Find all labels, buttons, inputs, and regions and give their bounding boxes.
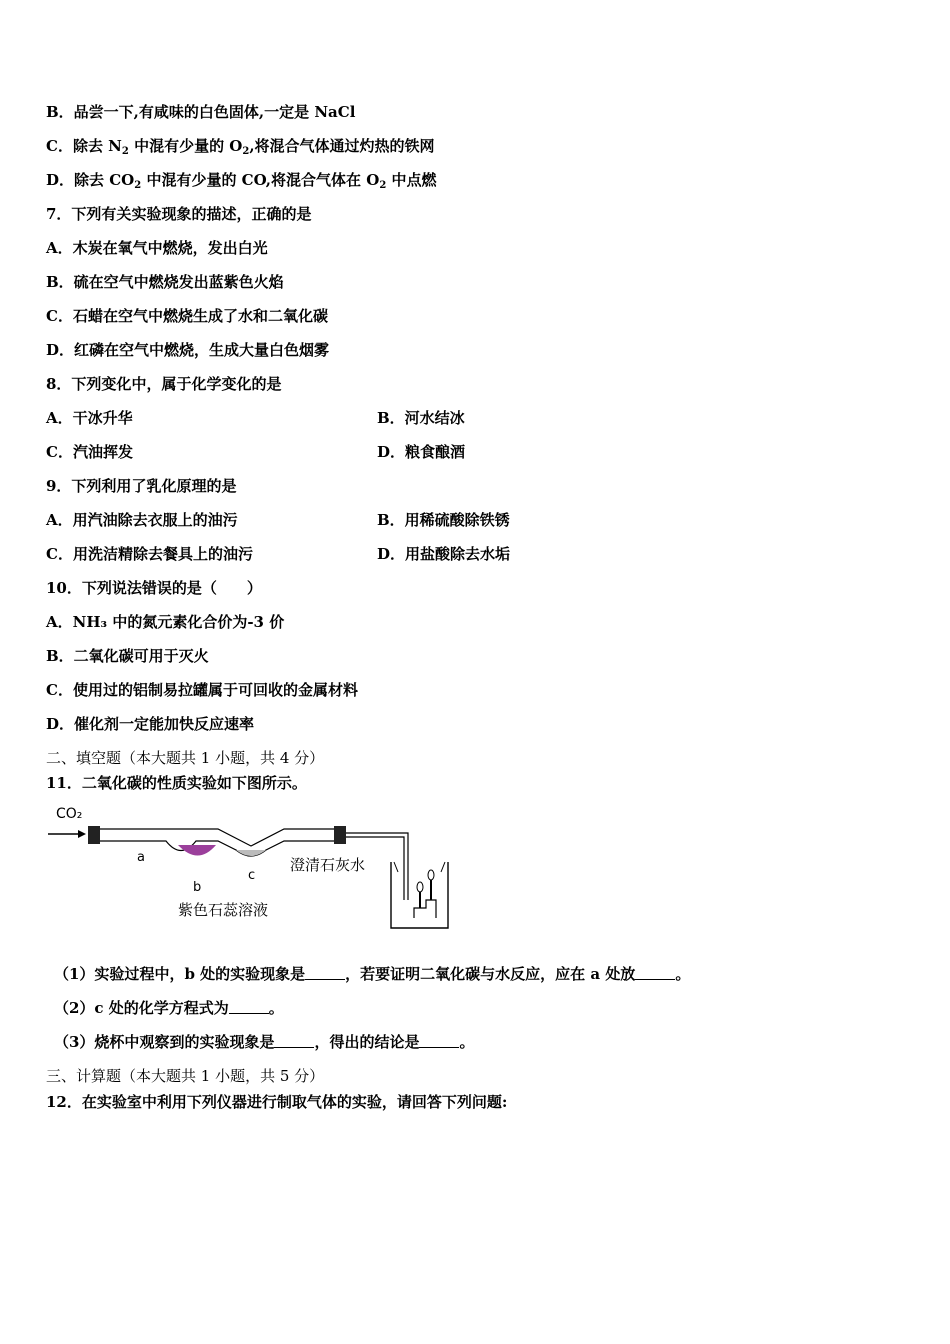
question-10-option-b: B．二氧化碳可用于灭火 bbox=[46, 647, 209, 665]
question-9-option-d: D．用盐酸除去水垢 bbox=[377, 545, 511, 563]
beaker-rim bbox=[394, 862, 445, 872]
right-stopper bbox=[334, 826, 346, 844]
question-7-stem: 7．下列有关实验现象的描述，正确的是 bbox=[46, 205, 312, 223]
question-8-option-b: B．河水结冰 bbox=[377, 409, 465, 427]
question-10-option-d: D．催化剂一定能加快反应速率 bbox=[46, 715, 255, 733]
limewater-bulb bbox=[236, 850, 266, 856]
question-8-option-c: C．汽油挥发 bbox=[46, 443, 133, 461]
q11-2-b: 。 bbox=[268, 999, 284, 1017]
question-9-option-b: B．用稀硫酸除铁锈 bbox=[377, 511, 510, 529]
q11-2-a: （2）c 处的化学方程式为 bbox=[54, 999, 229, 1017]
q6b-text: B．品尝一下,有咸味的白色固体,一定是 NaCl bbox=[46, 103, 356, 121]
section-2-heading: 二、填空题（本大题共 1 小题，共 4 分） bbox=[46, 749, 325, 767]
answer-blank[interactable] bbox=[419, 1033, 459, 1048]
question-8-stem: 8．下列变化中，属于化学变化的是 bbox=[46, 375, 282, 393]
answer-blank[interactable] bbox=[305, 965, 345, 980]
question-7-option-d: D．红磷在空气中燃烧，生成大量白色烟雾 bbox=[46, 341, 330, 359]
answer-blank[interactable] bbox=[274, 1033, 314, 1048]
question-12-stem: 12．在实验室中利用下列仪器进行制取气体的实验，请回答下列问题: bbox=[46, 1093, 508, 1111]
glass-tube bbox=[100, 829, 334, 856]
question-6-option-c bbox=[46, 136, 435, 156]
q6d-post: 中点燃 bbox=[386, 171, 437, 189]
section-3-heading: 三、计算题（本大题共 1 小题，共 5 分） bbox=[46, 1067, 325, 1085]
question-11-part-3 bbox=[54, 1032, 474, 1052]
q6c-sub2: 2 bbox=[242, 146, 250, 157]
question-9-stem: 9．下列利用了乳化原理的是 bbox=[46, 477, 237, 495]
upper-flame-icon bbox=[428, 870, 434, 880]
question-6-option-b bbox=[46, 102, 355, 122]
question-8-option-d: D．粮食酿酒 bbox=[377, 443, 466, 461]
label-c: c bbox=[248, 868, 256, 883]
answer-blank[interactable] bbox=[229, 999, 269, 1014]
q11-1-c: 。 bbox=[675, 965, 691, 983]
q6c-mid: 中混有少量的 O bbox=[128, 137, 243, 155]
question-7-option-c: C．石蜡在空气中燃烧生成了水和二氧化碳 bbox=[46, 307, 328, 325]
label-a: a bbox=[137, 850, 145, 865]
question-7-option-b: B．硫在空气中燃烧发出蓝紫色火焰 bbox=[46, 273, 284, 291]
question-10-option-c: C．使用过的铝制易拉罐属于可回收的金属材料 bbox=[46, 681, 358, 699]
q11-3-a: （3）烧杯中观察到的实验现象是 bbox=[54, 1033, 275, 1051]
co2-apparatus-figure bbox=[46, 800, 486, 935]
q11-1-a: （1）实验过程中，b 处的实验现象是 bbox=[54, 965, 306, 983]
q6c-pre: C．除去 N bbox=[46, 137, 122, 155]
question-8-option-a: A．干冰升华 bbox=[46, 409, 133, 427]
q11-3-c: 。 bbox=[459, 1033, 475, 1051]
question-7-option-a: A．木炭在氧气中燃烧，发出白光 bbox=[46, 239, 268, 257]
limewater-label: 澄清石灰水 bbox=[290, 856, 366, 874]
answer-blank[interactable] bbox=[635, 965, 675, 980]
q11-1-b: ，若要证明二氧化碳与水反应，应在 a 处放 bbox=[345, 965, 636, 983]
question-11-stem: 11．二氧化碳的性质实验如下图所示。 bbox=[46, 774, 307, 792]
q6c-post: ,将混合气体通过灼热的铁网 bbox=[249, 137, 435, 155]
litmus-label: 紫色石蕊溶液 bbox=[178, 901, 269, 919]
step-stand bbox=[414, 900, 436, 918]
lower-flame-icon bbox=[417, 882, 423, 892]
label-b: b bbox=[193, 880, 202, 895]
q6d-mid: 中混有少量的 CO,将混合气体在 O bbox=[141, 171, 380, 189]
question-6-option-d bbox=[46, 170, 437, 190]
question-9-option-a: A．用汽油除去衣服上的油污 bbox=[46, 511, 238, 529]
q6c-sub1: 2 bbox=[121, 146, 129, 157]
q6d-pre: D．除去 CO bbox=[46, 171, 135, 189]
left-stopper bbox=[88, 826, 100, 844]
question-10-stem: 10．下列说法错误的是（ ） bbox=[46, 579, 262, 597]
q6d-sub1: 2 bbox=[134, 180, 142, 191]
co2-label: CO₂ bbox=[56, 806, 83, 822]
q11-3-b: ，得出的结论是 bbox=[314, 1033, 420, 1051]
question-10-option-a: A．NH₃ 中的氮元素化合价为-3 价 bbox=[46, 613, 285, 631]
question-9-option-c: C．用洗洁精除去餐具上的油污 bbox=[46, 545, 253, 563]
question-11-part-2 bbox=[54, 998, 284, 1018]
q6d-sub2: 2 bbox=[379, 180, 387, 191]
inlet-arrow-head bbox=[78, 830, 86, 838]
question-11-part-1 bbox=[54, 964, 690, 984]
